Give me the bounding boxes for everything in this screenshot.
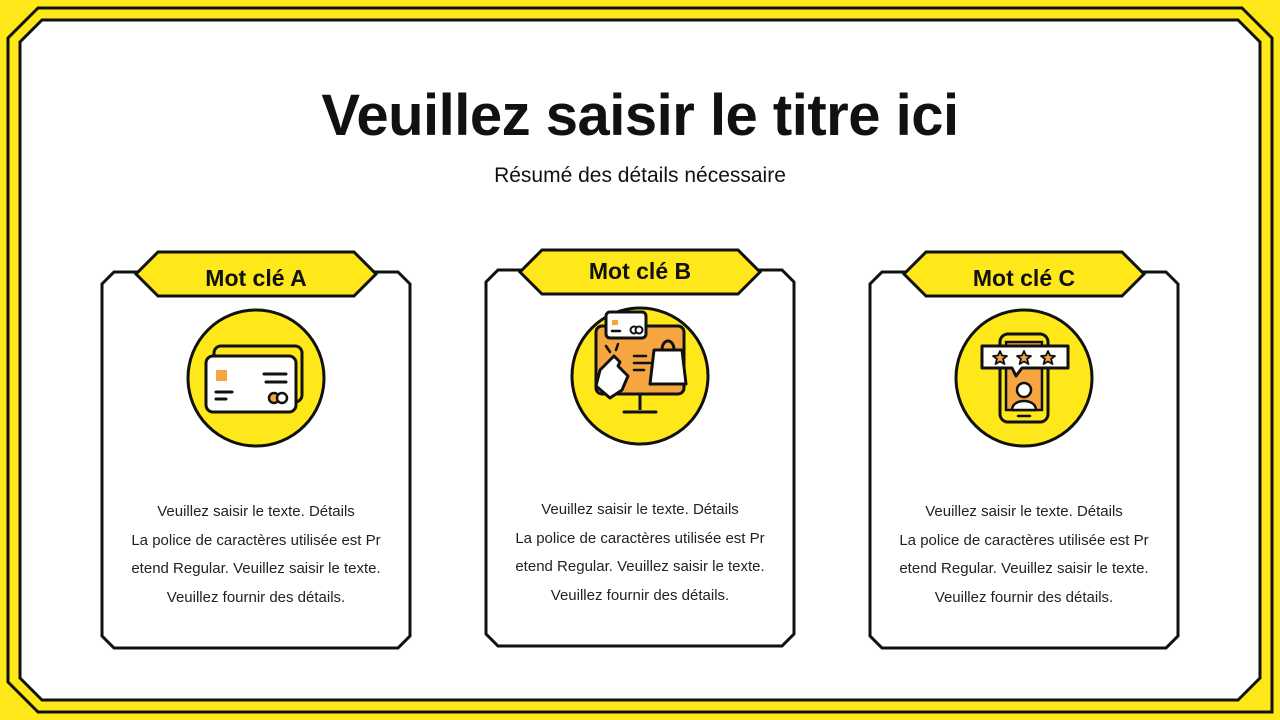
card-description: Veuillez saisir le texte. Détails La police de caractères utilisée est Pr etend Regular. Veuillez saisir le texte. Veuillez fournir des détails. <box>131 503 381 607</box>
keyword-label: Mot clé B <box>588 258 692 284</box>
card-description: Veuillez saisir le texte. Détails La police de caractères utilisée est Pr etend Regular. Veuillez saisir le texte. Veuillez fournir des détails. <box>899 503 1149 607</box>
credit-card-icon <box>186 308 326 448</box>
rating-review-icon <box>954 308 1094 448</box>
keyword-card-c <box>868 250 1180 650</box>
page-title: Veuillez saisir le titre ici <box>321 83 959 148</box>
page-subtitle: Résumé des détails nécessaire <box>494 164 786 187</box>
keyword-label: Mot clé A <box>205 265 307 291</box>
online-shopping-icon <box>570 306 710 446</box>
keyword-card-a <box>100 250 412 650</box>
keyword-label: Mot clé C <box>972 265 1076 291</box>
card-description: Veuillez saisir le texte. Détails La police de caractères utilisée est Pr etend Regular. Veuillez saisir le texte. Veuillez fournir des détails. <box>515 501 765 605</box>
keyword-card-b <box>484 248 796 648</box>
